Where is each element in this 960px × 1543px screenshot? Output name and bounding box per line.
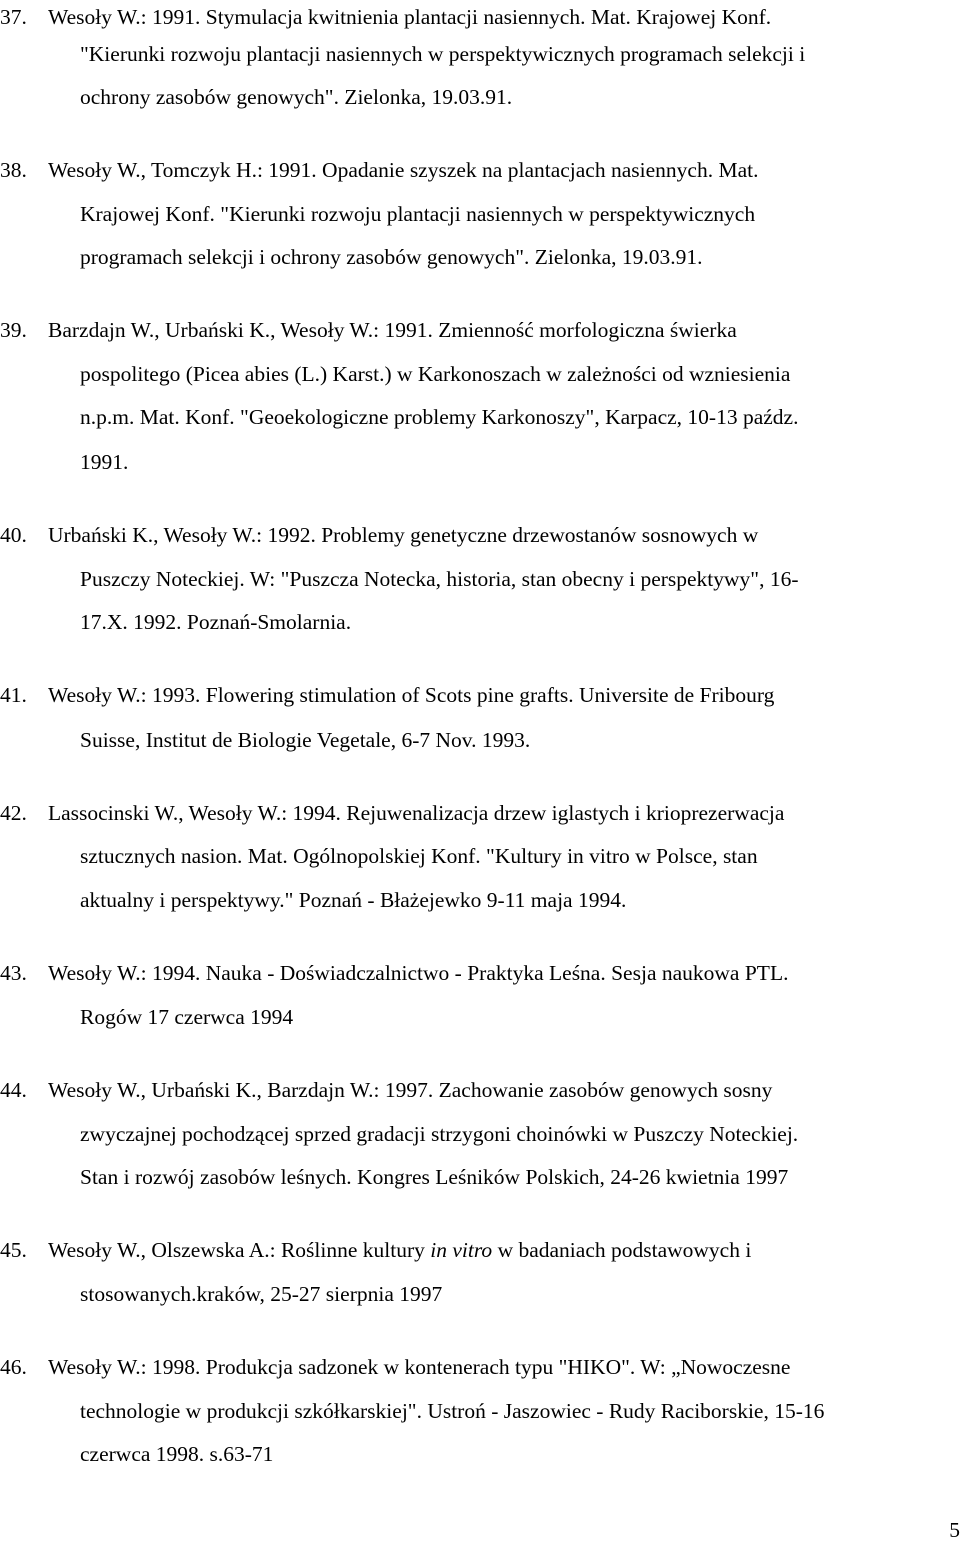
entry-number: 46. bbox=[0, 1355, 27, 1379]
entry-line: Wesoły W., Urbański K., Barzdajn W.: 1997. Zachowanie zasobów genowych sosny bbox=[48, 1078, 773, 1102]
entry-line: Lassocinski W., Wesoły W.: 1994. Rejuwenalizacja drzew iglastych i krioprezerwacja bbox=[48, 801, 785, 825]
entry-line: Puszczy Noteckiej. W: "Puszcza Notecka, historia, stan obecny i perspektywy", 16- bbox=[80, 567, 799, 591]
entry-line: "Kierunki rozwoju plantacji nasiennych w perspektywicznych programach selekcji i bbox=[80, 42, 806, 66]
entry-line: Krajowej Konf. "Kierunki rozwoju plantacji nasiennych w perspektywicznych bbox=[80, 202, 756, 226]
entry-line: 17.X. 1992. Poznań-Smolarnia. bbox=[80, 610, 352, 634]
entry-line: Barzdajn W., Urbański K., Wesoły W.: 1991. Zmienność morfologiczna świerka bbox=[48, 318, 737, 342]
entry-line: Wesoły W., Olszewska A.: Roślinne kultury in vitro w badaniach podstawowych i bbox=[48, 1238, 752, 1262]
entry-number: 45. bbox=[0, 1238, 27, 1262]
entry-line: sztucznych nasion. Mat. Ogólnopolskiej Konf. "Kultury in vitro w Polsce, stan bbox=[80, 844, 758, 868]
entry-line: Wesoły W.: 1993. Flowering stimulation of Scots pine grafts. Universite de Fribourg bbox=[48, 683, 775, 707]
entry-line: Wesoły W.: 1991. Stymulacja kwitnienia plantacji nasiennych. Mat. Krajowej Konf. bbox=[48, 5, 772, 29]
entry-line: Rogów 17 czerwca 1994 bbox=[80, 1005, 294, 1029]
entry-line: technologie w produkcji szkółkarskiej". Ustroń - Jaszowiec - Rudy Raciborskie, 15-16 bbox=[80, 1399, 825, 1423]
entry-line: Wesoły W., Tomczyk H.: 1991. Opadanie szyszek na plantacjach nasiennych. Mat. bbox=[48, 158, 759, 182]
entry-number: 43. bbox=[0, 961, 27, 985]
entry-line: czerwca 1998. s.63-71 bbox=[80, 1442, 274, 1466]
entry-line: Wesoły W.: 1998. Produkcja sadzonek w kontenerach typu "HIKO". W: „Nowoczesne bbox=[48, 1355, 791, 1379]
entry-line: Stan i rozwój zasobów leśnych. Kongres Leśników Polskich, 24-26 kwietnia 1997 bbox=[80, 1165, 789, 1189]
entry-number: 37. bbox=[0, 5, 27, 29]
entry-number: 42. bbox=[0, 801, 27, 825]
entry-number: 38. bbox=[0, 158, 27, 182]
entry-line: stosowanych.kraków, 25-27 sierpnia 1997 bbox=[80, 1282, 443, 1306]
entry-number: 40. bbox=[0, 523, 27, 547]
entry-line: aktualny i perspektywy." Poznań - Błażejewko 9-11 maja 1994. bbox=[80, 888, 627, 912]
entry-number: 41. bbox=[0, 683, 27, 707]
entry-line: pospolitego (Picea abies (L.) Karst.) w Karkonoszach w zależności od wzniesienia bbox=[80, 362, 791, 386]
entry-line: Urbański K., Wesoły W.: 1992. Problemy genetyczne drzewostanów sosnowych w bbox=[48, 523, 759, 547]
page-number: 5 bbox=[949, 1518, 960, 1542]
entry-line: Wesoły W.: 1994. Nauka - Doświadczalnictwo - Praktyka Leśna. Sesja naukowa PTL. bbox=[48, 961, 789, 985]
entry-line: zwyczajnej pochodzącej sprzed gradacji strzygoni choinówki w Puszczy Noteckiej. bbox=[80, 1122, 799, 1146]
entry-line: ochrony zasobów genowych". Zielonka, 19.03.91. bbox=[80, 85, 513, 109]
entry-number: 39. bbox=[0, 318, 27, 342]
entry-line: Suisse, Institut de Biologie Vegetale, 6-7 Nov. 1993. bbox=[80, 728, 531, 752]
entry-line: n.p.m. Mat. Konf. "Geoekologiczne problemy Karkonoszy", Karpacz, 10-13 paźdz. bbox=[80, 405, 799, 429]
entry-line: 1991. bbox=[80, 450, 129, 474]
entry-line: programach selekcji i ochrony zasobów genowych". Zielonka, 19.03.91. bbox=[80, 245, 703, 269]
entry-number: 44. bbox=[0, 1078, 27, 1102]
